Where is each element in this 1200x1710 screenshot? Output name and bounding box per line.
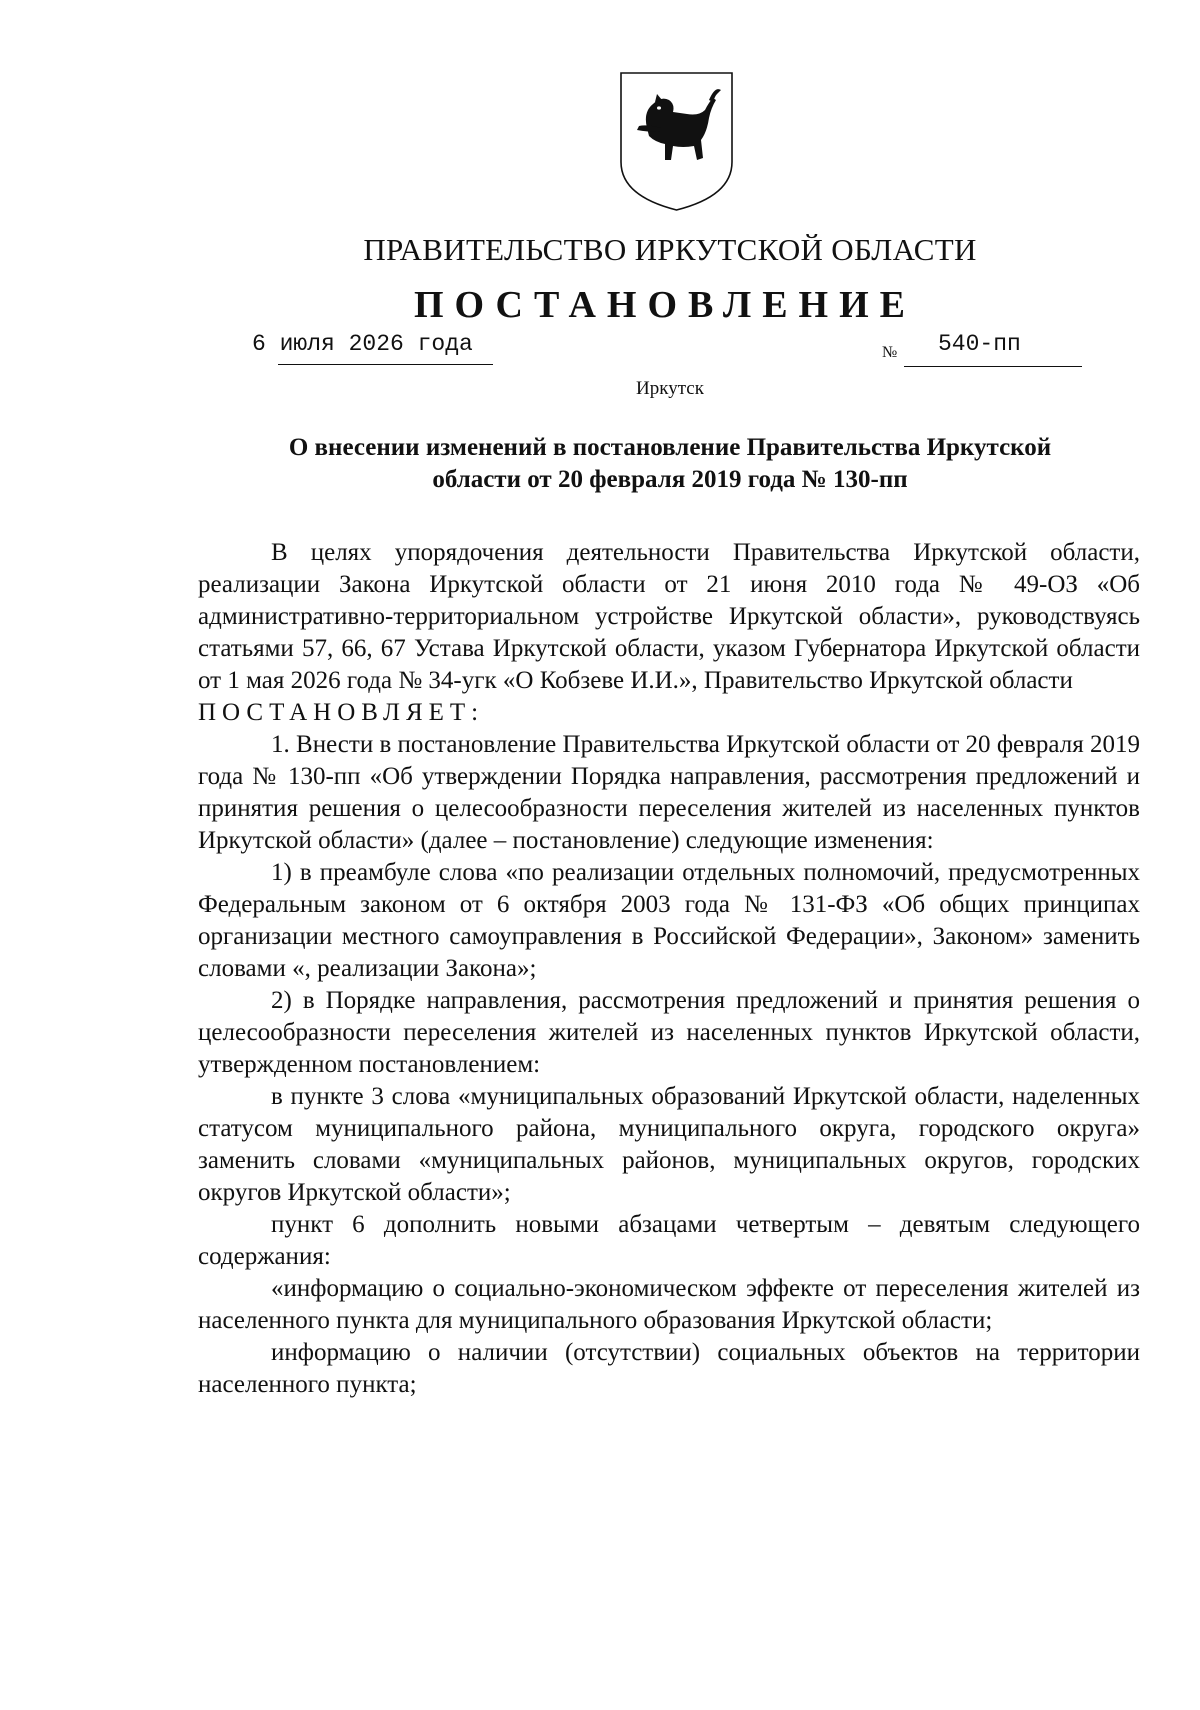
quote-paragraph-1: «информацию о социально-экономическом эффекте от переселения жителей из населенного пункта для муниципального образования Иркутской области; [198, 1275, 1140, 1334]
resolves-word: ПОСТАНОВЛЯЕТ: [198, 699, 485, 726]
document-body [198, 537, 1140, 1401]
subitem-1-paragraph: 1) в преамбуле слова «по реализации отдельных полномочий, предусмотренных Федеральным законом от 6 октября 2003 года № 131-ФЗ «Об общих принципах организации местного самоуправления в Российской Федерации», Законом» заменить словами «, реализации Закона»; [198, 859, 1140, 982]
item-1-paragraph: 1. Внести в постановление Правительства Иркутской области от 20 февраля 2019 года № 130-пп «Об утверждении Порядка направления, рассмотрения предложений и принятия решения о целесообразности переселения жителей из населенных пунктов Иркутской области» (далее – постановление) следующие изменения: [198, 731, 1140, 854]
subitem-2-paragraph: 2) в Порядке направления, рассмотрения предложений и принятия решения о целесообразности переселения жителей из населенных пунктов Иркутской области, утвержденном постановлением: [198, 987, 1140, 1078]
number-field [882, 330, 1082, 370]
date-underline [278, 364, 493, 365]
number-sign: № [882, 344, 898, 361]
preamble-paragraph: В целях упорядочения деятельности Правительства Иркутской области, реализации Закона Иркутской области от 21 июня 2010 года № 49-ОЗ «Об административно-территориальном устройстве Иркутской области», руководствуясь статьями 57, 66, 67 Устава Иркутской области, указом Губернатора Иркутской области от 1 мая 2026 года № 34-угк «О Кобзеве И.И.», Правительство Иркутской области [198, 539, 1140, 694]
number-underline [904, 366, 1082, 367]
coat-of-arms-emblem [617, 70, 736, 213]
date-field [250, 330, 480, 365]
subject-line-1: О внесении изменений в постановление Правительства Иркутской [288, 434, 1052, 461]
city-label: Иркутск [636, 378, 704, 399]
quote-paragraph-2: информацию о наличии (отсутствии) социальных объектов на территории населенного пункта; [198, 1339, 1140, 1398]
subject-line-2: области от 20 февраля 2019 года № 130-пп [432, 466, 908, 493]
document-date: 6 июля 2026 года [252, 331, 473, 357]
organization-title: ПРАВИТЕЛЬСТВО ИРКУТСКОЙ ОБЛАСТИ [363, 232, 977, 267]
document-type-heading: ПОСТАНОВЛЕНИЕ [413, 284, 917, 326]
document-subject [200, 432, 1140, 496]
document-number: 540-пп [938, 331, 1021, 357]
point-3-paragraph: в пункте 3 слова «муниципальных образований Иркутской области, наделенных статусом муниципального района, муниципального округа, городского округа» заменить словами «муниципальных районов, муниципальных округов, городских округов Иркутской области»; [198, 1083, 1140, 1206]
point-6-paragraph: пункт 6 дополнить новыми абзацами четвертым – девятым следующего содержания: [198, 1211, 1140, 1270]
